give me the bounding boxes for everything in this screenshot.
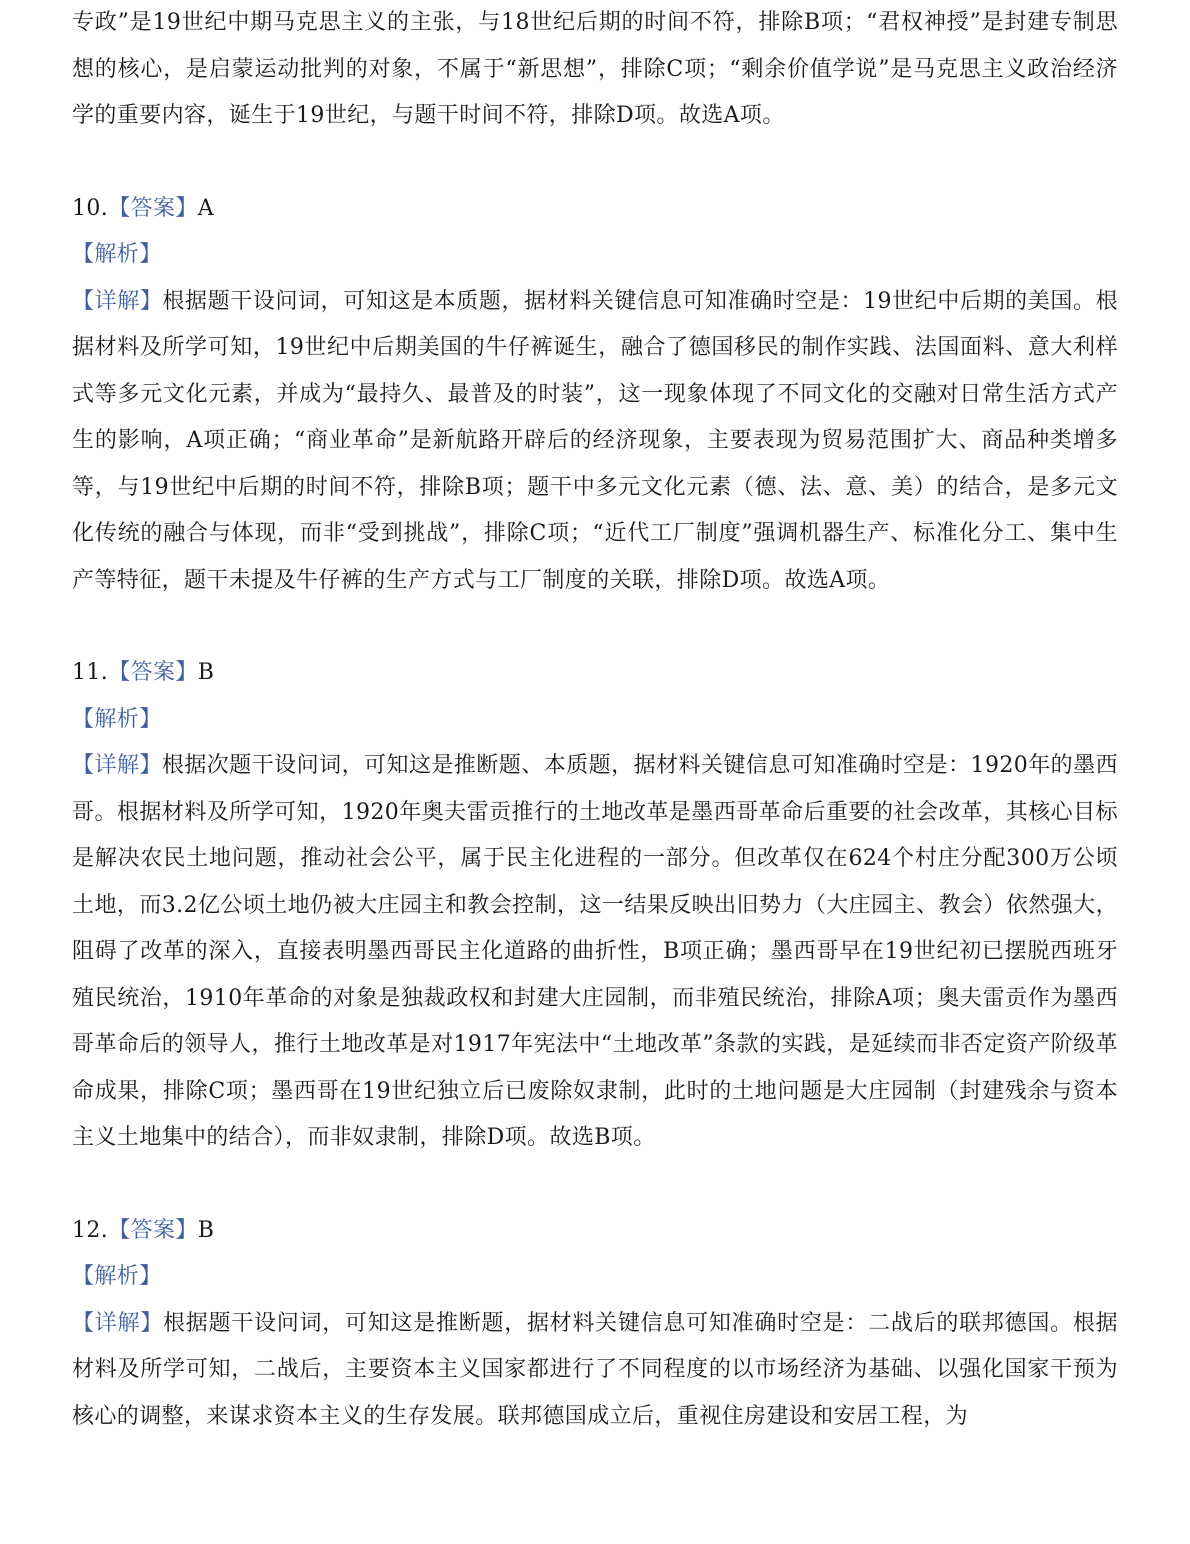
- answer-tag: 【答案】: [108, 660, 198, 685]
- detail-text: 根据题干设问词，可知这是本质题，据材料关键信息可知准确时空是：19世纪中后期的美国。根据材料及所学可知，19世纪中后期美国的牛仔裤诞生，融合了德国移民的制作实践、法国面料、意大利样式等多元文化元素，并成为“最持久、最普及的时装”，这一现象体现了不同文化的交融对日常生活方式产生的影响，A项正确；“商业革命”是新航路开辟后的经济现象，主要表现为贸易范围扩大、商品种类增多等，与19世纪中后期的时间不符，排除B项；题干中多元文化元素（德、法、意、美）的结合，是多元文化传统的融合与体现，而非“受到挑战”，排除C项；“近代工厂制度”强调机器生产、标准化分工、集中生产等特征，题干未提及牛仔裤的生产方式与工厂制度的关联，排除D项。故选A项。: [72, 288, 1118, 593]
- detail-tag: 【详解】: [72, 1310, 163, 1336]
- detail-paragraph: [72, 743, 1118, 1162]
- answer-value: B: [197, 660, 215, 685]
- detail-text: 根据次题干设问词，可知这是推断题、本质题，据材料关键信息可知准确时空是：1920年的墨西哥。根据材料及所学可知，1920年奥夫雷贡推行的土地改革是墨西哥革命后重要的社会改革，其核心目标是解决农民土地问题，推动社会公平，属于民主化进程的一部分。但改革仅在624个村庄分配300万公顷土地，而3.2亿公顷土地仍被大庄园主和教会控制，这一结果反映出旧势力（大庄园主、教会）依然强大，阻碍了改革的深入，直接表明墨西哥民主化道路的曲折性，B项正确；墨西哥早在19世纪初已摆脱西班牙殖民统治，1910年革命的对象是独裁政权和封建大庄园制，而非殖民统治，排除A项；奥夫雷贡作为墨西哥革命后的领导人，推行土地改革是对1917年宪法中“土地改革”条款的实践，是延续而非否定资产阶级革命成果，排除C项；墨西哥在19世纪独立后已废除奴隶制，此时的土地问题是大庄园制（封建残余与资本主义土地集中的结合），而非奴隶制，排除D项。故选B项。: [72, 753, 1118, 1150]
- answer-section-11: [72, 650, 1118, 1162]
- detail-tag: 【详解】: [72, 288, 163, 314]
- analysis-tag: 【解析】: [72, 242, 162, 267]
- answer-section-12: [72, 1208, 1118, 1441]
- answer-tag: 【答案】: [108, 195, 198, 221]
- answer-section-10: [72, 186, 1118, 605]
- answer-tag: 【答案】: [108, 1217, 198, 1243]
- intro-paragraph: 专政”是19世纪中期马克思主义的主张，与18世纪后期的时间不符，排除B项；“君权神授”是封建专制思想的核心，是启蒙运动批判的对象，不属于“新思想”，排除C项；“剩余价值学说”是马克思主义政治经济学的重要内容，诞生于19世纪，与题干时间不符，排除D项。故选A项。: [72, 10, 1118, 128]
- detail-text: 根据题干设问词，可知这是推断题，据材料关键信息可知准确时空是：二战后的联邦德国。根据材料及所学可知，二战后，主要资本主义国家都进行了不同程度的以市场经济为基础、以强化国家干预为核心的调整，来谋求资本主义的生存发展。联邦德国成立后，重视住房建设和安居工程，为: [72, 1310, 1118, 1429]
- question-number: 10.: [72, 195, 109, 221]
- question-number: 11.: [72, 660, 109, 685]
- answer-value: A: [197, 195, 215, 221]
- analysis-tag: 【解析】: [72, 706, 162, 732]
- detail-tag: 【详解】: [72, 753, 162, 778]
- answer-line: [72, 650, 1118, 697]
- analysis-tag: 【解析】: [72, 1264, 162, 1289]
- detail-paragraph: [72, 1301, 1118, 1441]
- question-number: 12.: [72, 1217, 109, 1243]
- answer-value: B: [197, 1217, 215, 1243]
- answer-line: [72, 186, 1118, 233]
- answer-line: [72, 1208, 1118, 1255]
- detail-paragraph: [72, 279, 1118, 605]
